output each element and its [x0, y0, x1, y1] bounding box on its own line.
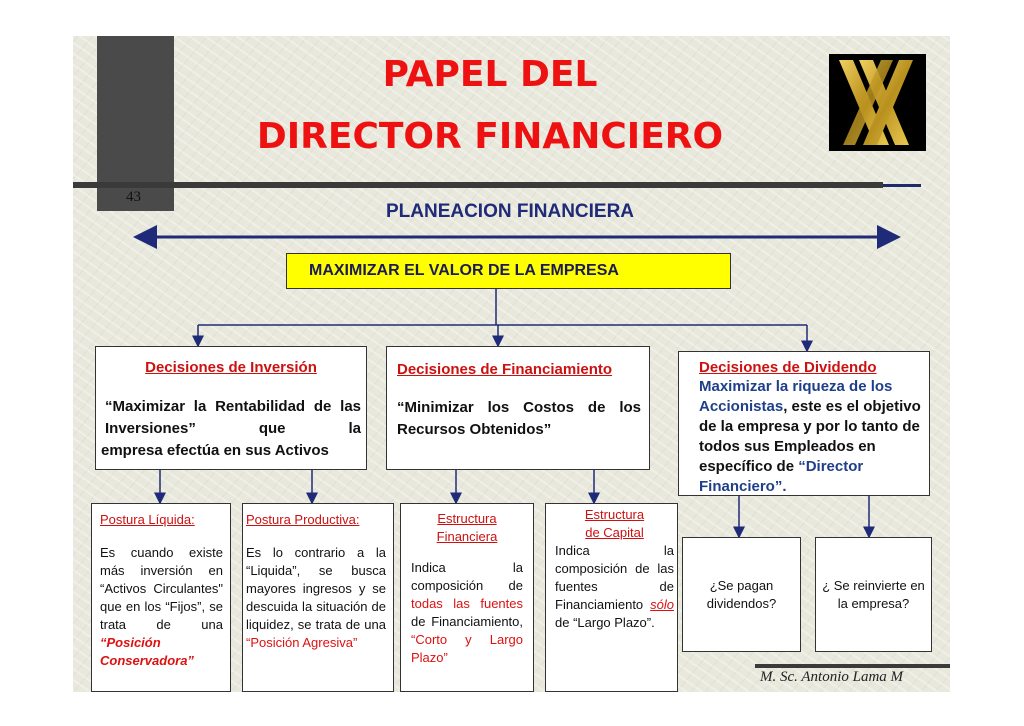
postura-productiva-box [242, 503, 394, 692]
estructura-financiera-title-1: Estructura [437, 511, 497, 526]
dividendo-rest: , este es el objetivo de la empresa y por lo tanto de todos sus Empleados en específico de [699, 398, 921, 475]
estructura-financiera-emph-2: “Corto y Largo Plazo” [411, 632, 523, 665]
inversion-tail: empresa efectúa en sus Activos [101, 442, 329, 459]
se-pagan-text: ¿Se pagan dividendos? [706, 577, 777, 611]
dividendo-last: “Director Financiero”. [699, 458, 864, 495]
postura-productiva-title: Postura Productiva: [246, 512, 360, 527]
estructura-capital-box [545, 503, 678, 692]
dividendo-text [699, 377, 925, 497]
postura-liquida-body: Es cuando existe más inversión en “Activos Circulantes" que en los “Fijos”, se trata de una [100, 545, 223, 632]
postura-liquida-title: Postura Líquida: [100, 512, 195, 527]
estructura-capital-body-1: Indica la composición de las fuentes de Financiamiento [555, 543, 674, 612]
estructura-capital-title-1: Estructura [584, 507, 645, 522]
estructura-financiera-title-2: Financiera [436, 529, 498, 544]
estructura-financiera-body-2: de Financiamiento, [411, 614, 523, 629]
inversion-title: Decisiones de Inversión [145, 359, 317, 376]
postura-liquida-box [91, 503, 231, 692]
se-reinvierte-box [815, 537, 932, 652]
postura-liquida-emph: “Posición Conservadora” [100, 635, 194, 668]
page-number: 43 [126, 189, 141, 205]
estructura-financiera-body-1: Indica la composición de [411, 560, 523, 593]
estructura-financiera-emph-1: todas las fuentes [411, 596, 523, 611]
estructura-capital-title [555, 506, 674, 542]
dividendo-title: Decisiones de Dividendo [699, 359, 877, 376]
estructura-capital-text [555, 542, 674, 632]
dividendo-highlight: Maximizar la riqueza de los Accionistas [699, 378, 893, 415]
title-line-2: DIRECTOR FINANCIERO [256, 116, 724, 157]
author-credit: M. Sc. Antonio Lama M [760, 669, 904, 685]
postura-productiva-text [246, 544, 386, 652]
estructura-capital-emph: sólo [650, 597, 674, 612]
estructura-financiera-text [411, 559, 523, 667]
subtitle: PLANEACION FINANCIERA [385, 201, 635, 222]
goal-box: MAXIMIZAR EL VALOR DE LA EMPRESA [286, 253, 731, 289]
postura-liquida-text [100, 544, 223, 670]
inversion-decision-box [95, 346, 367, 470]
se-pagan-box [682, 537, 801, 652]
financiamiento-title: Decisiones de Financiamiento [397, 361, 613, 378]
estructura-financiera-title [411, 510, 523, 546]
inversion-quote: “Maximizar la Rentabilidad de las Inversiones” que la [105, 398, 361, 437]
title-line-1: PAPEL DEL [382, 54, 598, 95]
estructura-capital-body-2: de “Largo Plazo”. [555, 615, 655, 630]
estructura-capital-title-2: de Capital [585, 525, 644, 540]
financiamiento-decision-box [386, 346, 650, 470]
se-reinvierte-text: ¿ Se reinvierte en la empresa? [822, 577, 925, 611]
postura-productiva-emph: “Posición Agresiva” [246, 635, 358, 650]
postura-productiva-body: Es lo contrario a la “Liquida”, se busca mayores ingresos y se descuida la situación de liquidez, se trata de una [246, 545, 386, 632]
financiamiento-quote: “Minimizar los Costos de los Recursos Obtenidos” [397, 399, 641, 438]
estructura-financiera-box [400, 503, 534, 692]
dividendo-decision-box [678, 351, 930, 496]
